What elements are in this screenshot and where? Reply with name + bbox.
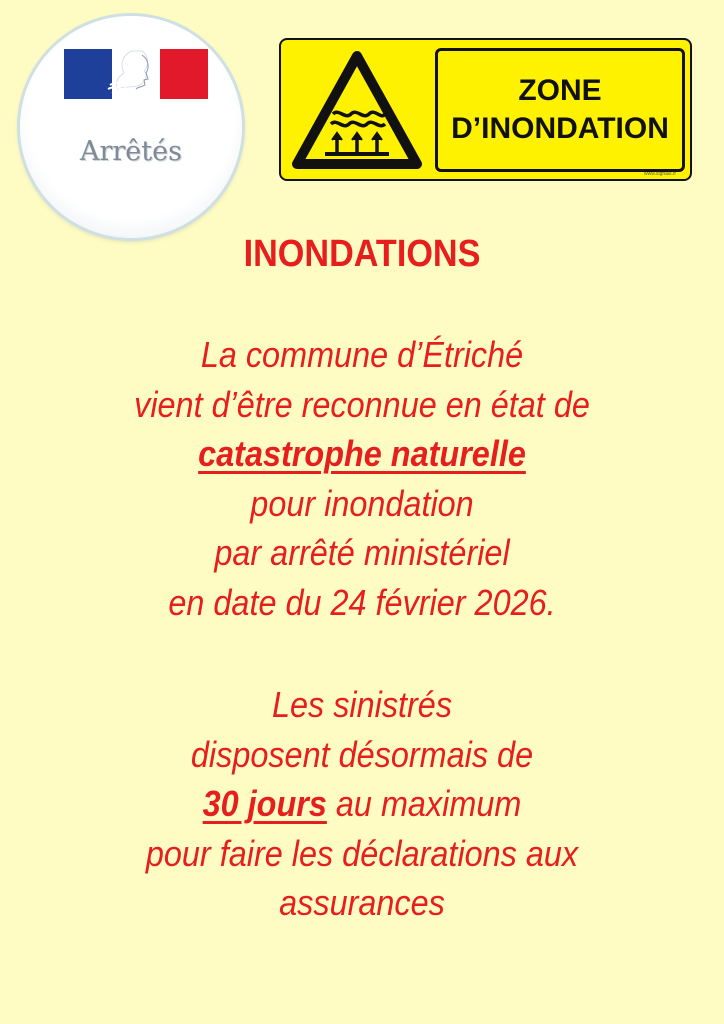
notice-line: par arrêté ministériel [214,532,510,573]
notice-line: vient d’être reconnue en état de [134,383,590,425]
page-title: INONDATIONS [243,233,481,275]
arretes-logo [20,16,242,238]
sign-text-box [435,48,685,172]
sign-small-print: www.signals.fr [644,171,676,177]
flood-zone-sign [279,38,692,181]
deadline-paragraph [0,680,724,928]
notice-line: pour inondation [250,482,474,524]
catastrophe-naturelle-emphasis: catastrophe naturelle [198,433,526,474]
notice-line: La commune d’Étriché [200,334,524,375]
notice-paragraph [0,330,724,627]
deadline-line: Les sinistrés [271,684,453,725]
deadline-line-emphasis [36,779,688,829]
arretes-label: Arrêtés [80,136,182,167]
deadline-line: disposent désormais de [190,733,534,775]
deadline-line: pour faire les déclarations aux [145,832,579,874]
notice-line: en date du 24 février 2026. [168,581,556,623]
flood-warning-icon [291,50,423,170]
notice-line-emphasis [36,429,688,479]
sign-line-inondation: D’INONDATION [451,112,669,145]
thirty-days-emphasis: 30 jours [202,783,327,824]
notice-content [0,228,724,928]
deadline-max-text: au maximum [326,783,522,824]
sign-line-zone: ZONE [518,74,602,107]
deadline-line: assurances [279,882,445,923]
french-flag-marianne-icon [64,49,208,99]
